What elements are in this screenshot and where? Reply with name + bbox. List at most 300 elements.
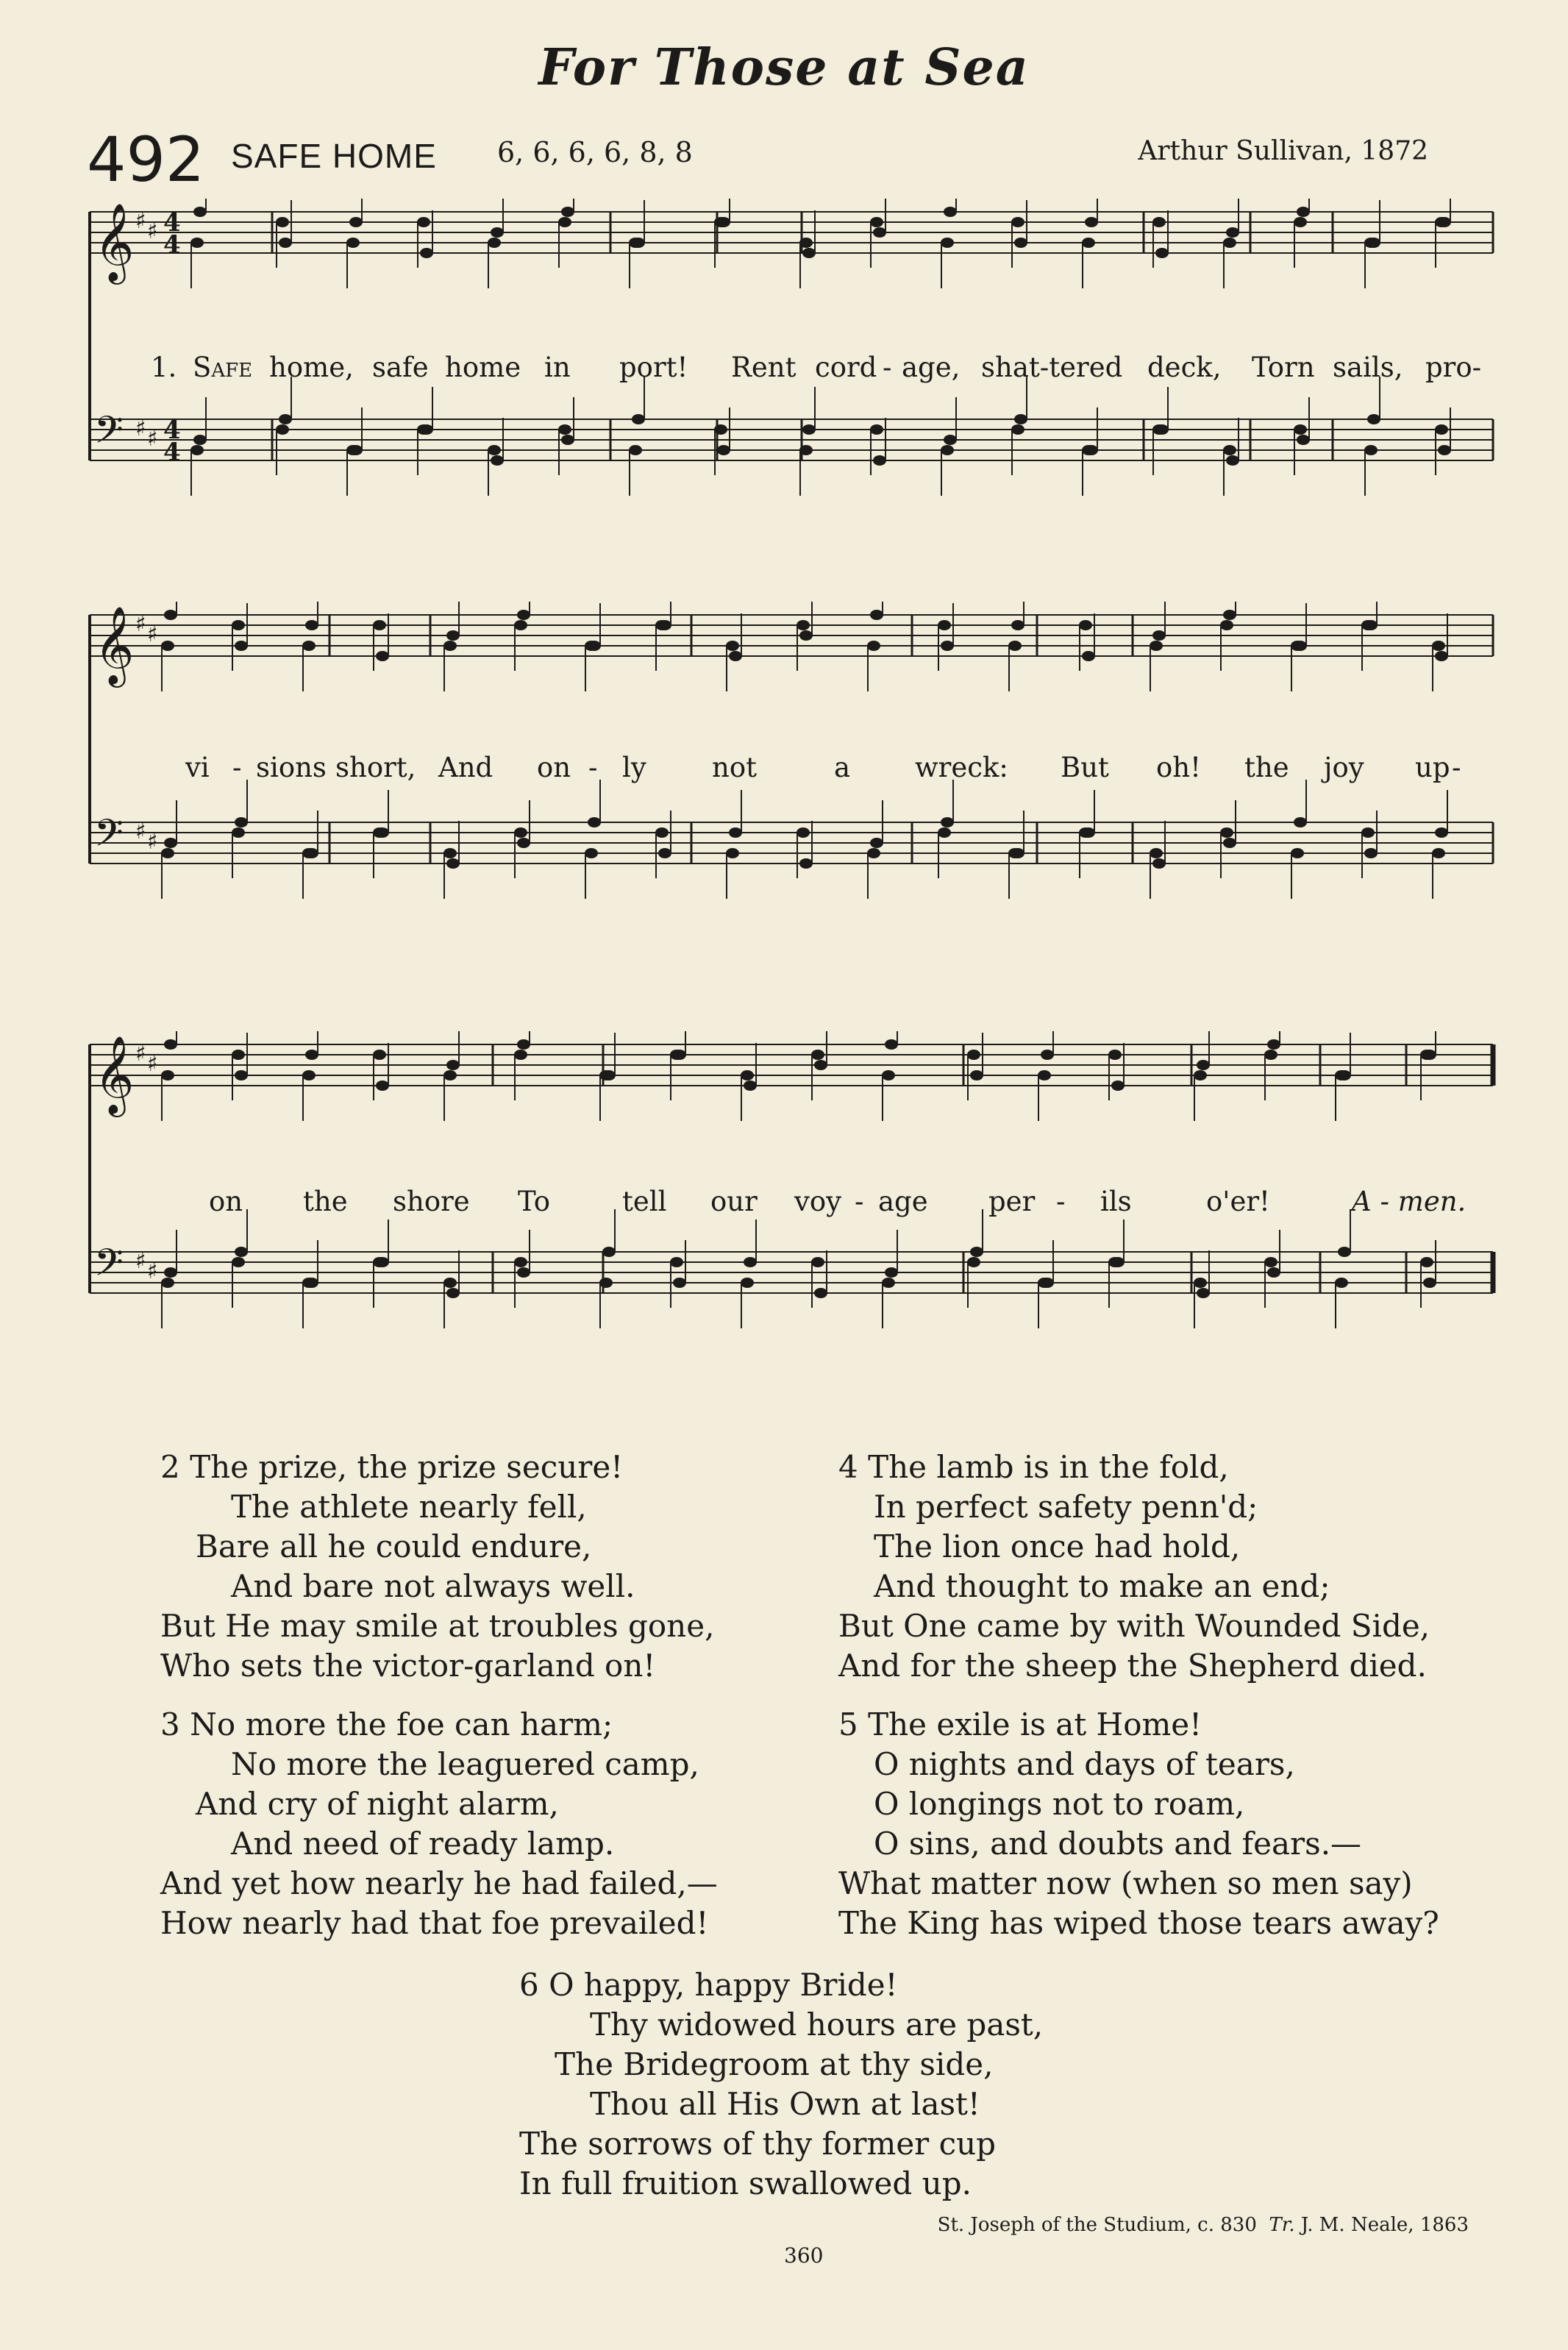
verse-line: The athlete nearly fell, xyxy=(231,1489,587,1525)
notehead xyxy=(443,641,457,651)
bass-clef-icon: 𝄢 xyxy=(94,811,124,864)
notehead xyxy=(585,848,598,858)
key-sharp-icon: ♯ xyxy=(147,426,158,452)
notehead xyxy=(1194,1278,1207,1288)
lyric-syllable: safe xyxy=(372,352,429,383)
verse-line: No more the leaguered camp, xyxy=(231,1746,699,1782)
lyric-syllable: tell xyxy=(622,1186,667,1217)
notehead xyxy=(161,1278,174,1288)
lyric-syllable: shore xyxy=(393,1186,470,1217)
notehead xyxy=(561,435,574,445)
notehead xyxy=(232,620,245,630)
verse-line: 6 O happy, happy Bride! xyxy=(519,1967,898,2003)
notehead xyxy=(517,1267,530,1278)
attribution xyxy=(938,2214,1469,2236)
lyric-syllable: cord xyxy=(815,352,877,383)
verse-line: How nearly had that foe prevailed! xyxy=(160,1905,709,1941)
notehead xyxy=(873,455,886,466)
lyric-syllable: port! xyxy=(619,352,688,383)
notehead xyxy=(1011,424,1024,435)
notehead xyxy=(673,1278,686,1288)
notehead xyxy=(1079,620,1092,630)
notehead xyxy=(164,1039,177,1050)
lyric-syllable: Safe xyxy=(193,352,253,383)
notehead xyxy=(1220,620,1233,630)
notehead xyxy=(1152,630,1166,641)
notehead xyxy=(870,838,883,848)
author: St. Joseph of the Studium, c. 830 xyxy=(937,2214,1257,2236)
notehead xyxy=(1291,848,1304,858)
notehead xyxy=(373,1050,386,1060)
composer: Arthur Sullivan, 1872 xyxy=(1138,136,1428,166)
notehead xyxy=(1082,445,1095,455)
notehead xyxy=(1294,817,1307,827)
notehead xyxy=(1082,651,1095,661)
notehead xyxy=(190,238,204,248)
lyric-hyphen: - xyxy=(1056,1186,1066,1217)
lyric-syllable: home, xyxy=(269,352,354,383)
lyric-syllable: Rent xyxy=(731,352,797,383)
notehead xyxy=(867,641,880,651)
lyric-syllable: ly xyxy=(622,752,646,783)
lyric-syllable: ils xyxy=(1100,1186,1132,1217)
notehead xyxy=(1008,641,1022,651)
verse-line: O sins, and doubts and fears.— xyxy=(874,1826,1362,1862)
notehead xyxy=(305,1050,318,1060)
notehead xyxy=(938,620,951,630)
verse-3 xyxy=(160,1705,718,1943)
notehead xyxy=(1152,858,1166,869)
notehead xyxy=(729,651,742,661)
lyric-syllable: a xyxy=(834,752,851,783)
notehead xyxy=(488,445,501,455)
lyric-hyphen: - xyxy=(1452,752,1461,783)
notehead xyxy=(714,217,727,227)
notehead xyxy=(726,848,739,858)
notehead xyxy=(1420,1257,1433,1267)
notehead xyxy=(1364,848,1378,858)
treble-clef-icon: 𝄞 xyxy=(94,1035,135,1114)
lyric-hyphen: - xyxy=(232,752,242,783)
key-sharp-icon: ♯ xyxy=(135,611,146,637)
translator: J. M. Neale, 1863 xyxy=(1300,2214,1469,2236)
notehead xyxy=(446,1288,460,1298)
lyric-syllable: deck, xyxy=(1147,352,1222,383)
time-signature-top: 4 xyxy=(163,208,181,238)
notehead xyxy=(941,445,954,455)
notehead xyxy=(655,827,669,838)
notehead xyxy=(417,424,430,435)
lyric-syllable: shat-tered xyxy=(981,352,1123,383)
notehead xyxy=(235,641,248,651)
time-signature-bottom: 4 xyxy=(163,438,181,467)
page-number: 360 xyxy=(784,2243,824,2268)
notehead xyxy=(970,1247,983,1257)
verse-line: Bare all he could endure, xyxy=(196,1528,592,1564)
notehead xyxy=(1267,1267,1280,1278)
notehead xyxy=(1085,217,1098,227)
notehead xyxy=(164,838,177,848)
notehead xyxy=(1264,1050,1277,1060)
lyric-syllable: home xyxy=(445,352,521,383)
verse-line: The Bridegroom at thy side, xyxy=(555,2046,994,2082)
notehead xyxy=(443,1070,457,1080)
notehead xyxy=(588,817,601,827)
notehead xyxy=(1294,217,1307,227)
notehead xyxy=(1297,207,1310,217)
lyric-syllable: on xyxy=(209,1186,243,1217)
notehead xyxy=(670,1257,683,1267)
verse-line: And cry of night alarm, xyxy=(196,1786,559,1822)
notehead xyxy=(602,1247,616,1257)
verse-line: In perfect safety penn'd; xyxy=(874,1489,1258,1525)
lyric-hyphen: - xyxy=(855,1186,864,1217)
verse-line: 3 No more the foe can harm; xyxy=(160,1706,613,1742)
lyric-syllable: not xyxy=(712,752,757,783)
notehead xyxy=(802,424,816,435)
notehead xyxy=(1361,827,1375,838)
notehead xyxy=(1150,848,1163,858)
notehead xyxy=(1435,424,1448,435)
lyric-syllable: on xyxy=(537,752,571,783)
notehead xyxy=(885,1267,898,1278)
notehead xyxy=(446,858,460,869)
notehead xyxy=(514,1257,527,1267)
notehead xyxy=(744,1080,757,1091)
meter: 6, 6, 6, 6, 8, 8 xyxy=(497,136,693,168)
notehead xyxy=(1420,1050,1433,1060)
notehead xyxy=(302,848,316,858)
notehead xyxy=(276,424,289,435)
notehead xyxy=(967,1257,980,1267)
notehead xyxy=(882,1278,895,1288)
lyric-syllable: pro- xyxy=(1425,352,1482,383)
notehead xyxy=(1014,414,1027,424)
notehead xyxy=(1435,827,1448,838)
verse-line: In full fruition swallowed up. xyxy=(519,2165,972,2201)
time-signature-top: 4 xyxy=(163,416,181,445)
notehead xyxy=(941,238,954,248)
notehead xyxy=(1155,248,1169,258)
notehead xyxy=(235,817,248,827)
lyric-syllable: o'er! xyxy=(1206,1186,1270,1217)
notehead xyxy=(558,217,571,227)
lyric-syllable: To xyxy=(518,1186,551,1217)
key-sharp-icon: ♯ xyxy=(135,819,146,844)
verse-line: O nights and days of tears, xyxy=(874,1746,1295,1782)
treble-clef-icon: 𝄞 xyxy=(94,202,135,281)
notehead xyxy=(714,424,727,435)
lyric-syllable: And xyxy=(438,752,493,783)
key-sharp-icon: ♯ xyxy=(147,218,158,244)
notehead xyxy=(161,1070,174,1080)
verse-line: And for the sheep the Shepherd died. xyxy=(838,1648,1427,1684)
notehead xyxy=(373,620,386,630)
notehead xyxy=(193,207,207,217)
notehead xyxy=(941,641,954,651)
notehead xyxy=(1423,1278,1436,1288)
notehead xyxy=(867,848,880,858)
notehead xyxy=(1264,1257,1277,1267)
notehead xyxy=(417,217,430,227)
notehead xyxy=(799,630,813,641)
notehead xyxy=(741,1278,754,1288)
notehead xyxy=(1432,641,1445,651)
verse-line: The lion once had hold, xyxy=(874,1528,1241,1564)
notehead xyxy=(514,1050,527,1060)
notehead xyxy=(1291,641,1304,651)
notehead xyxy=(655,620,669,630)
verse-5 xyxy=(838,1705,1439,1943)
notehead xyxy=(726,641,739,651)
notehead xyxy=(491,455,504,466)
notehead xyxy=(1435,651,1448,661)
notehead xyxy=(811,1257,824,1267)
notehead xyxy=(870,610,883,620)
notehead xyxy=(1082,238,1095,248)
notehead xyxy=(814,1288,827,1298)
notehead xyxy=(561,207,574,217)
notehead xyxy=(446,1060,460,1070)
notehead xyxy=(1011,620,1024,630)
verse-line: O longings not to roam, xyxy=(874,1786,1245,1822)
notehead xyxy=(491,227,504,238)
notehead xyxy=(1432,848,1445,858)
notehead xyxy=(1223,610,1236,620)
notehead xyxy=(1108,1257,1122,1267)
notehead xyxy=(1223,238,1236,248)
notehead xyxy=(1335,1278,1348,1288)
key-sharp-icon: ♯ xyxy=(135,1248,146,1274)
notehead xyxy=(193,435,207,445)
verse-line: And yet how nearly he had failed,— xyxy=(160,1865,718,1901)
notehead xyxy=(1014,238,1027,248)
notehead xyxy=(1297,435,1310,445)
notehead xyxy=(870,217,883,227)
notehead xyxy=(658,848,671,858)
notehead xyxy=(629,238,642,248)
treble-clef-icon: 𝄞 xyxy=(94,605,135,684)
notehead xyxy=(164,1267,177,1278)
notehead xyxy=(1197,1288,1210,1298)
notehead xyxy=(802,248,816,258)
notehead xyxy=(799,238,813,248)
notehead xyxy=(302,641,316,651)
lyric-syllable: age, xyxy=(902,352,961,383)
notehead xyxy=(190,445,204,455)
notehead xyxy=(1152,217,1166,227)
verse-4 xyxy=(838,1448,1430,1686)
notehead xyxy=(1197,1060,1210,1070)
notehead xyxy=(585,641,598,651)
notehead xyxy=(1338,1247,1351,1257)
notehead xyxy=(717,445,730,455)
notehead xyxy=(670,1050,683,1060)
notehead xyxy=(235,1247,248,1257)
lyric-syllable: in xyxy=(544,352,571,383)
notehead xyxy=(514,827,527,838)
notehead xyxy=(629,445,642,455)
notehead xyxy=(517,1039,530,1050)
translation-label: Tr. xyxy=(1269,2214,1295,2236)
verse-line: But He may smile at troubles gone, xyxy=(160,1608,715,1644)
lyric-syllable: age xyxy=(878,1186,928,1217)
lyric-syllable: the xyxy=(1244,752,1289,783)
notehead xyxy=(373,1257,386,1267)
lyric-hyphen: - xyxy=(883,352,892,383)
notehead xyxy=(1220,827,1233,838)
notehead xyxy=(232,1050,245,1060)
notehead xyxy=(443,848,457,858)
verse-line: And need of ready lamp. xyxy=(231,1826,615,1862)
notehead xyxy=(797,620,810,630)
notehead xyxy=(232,827,245,838)
notehead xyxy=(1364,445,1378,455)
notehead xyxy=(811,1050,824,1060)
verse-line: 2 The prize, the prize secure! xyxy=(160,1449,624,1485)
notehead xyxy=(558,424,571,435)
key-sharp-icon: ♯ xyxy=(135,1041,146,1067)
notehead xyxy=(302,1278,316,1288)
time-signature-bottom: 4 xyxy=(163,230,181,260)
lyric-syllable: up xyxy=(1415,752,1450,783)
notehead xyxy=(944,435,957,445)
section-title: For Those at Sea xyxy=(538,38,1030,97)
notehead xyxy=(517,838,530,848)
notehead xyxy=(373,827,386,838)
notehead xyxy=(305,620,318,630)
notehead xyxy=(1038,1070,1051,1080)
notehead xyxy=(1111,1080,1125,1091)
notehead xyxy=(161,641,174,651)
notehead xyxy=(885,1039,898,1050)
lyric-syllable: Torn xyxy=(1252,352,1315,383)
verse-line: Thy widowed hours are past, xyxy=(590,2007,1044,2043)
verse-line: 5 The exile is at Home! xyxy=(838,1706,1202,1742)
notehead xyxy=(346,238,360,248)
notehead xyxy=(799,858,813,869)
notehead xyxy=(1038,1278,1051,1288)
notehead xyxy=(1226,455,1239,466)
notehead xyxy=(741,1070,754,1080)
notehead xyxy=(279,238,292,248)
verse-line: And thought to make an end; xyxy=(874,1568,1330,1604)
verse-line: The sorrows of thy former cup xyxy=(519,2126,997,2162)
notehead xyxy=(514,620,527,630)
key-sharp-icon: ♯ xyxy=(135,416,146,441)
bass-clef-icon: 𝄢 xyxy=(94,1240,124,1294)
lyric-syllable: vi xyxy=(185,752,210,783)
notehead xyxy=(1223,838,1236,848)
amen: A - men. xyxy=(1352,1186,1467,1217)
lyric-syllable: oh! xyxy=(1156,752,1201,783)
notehead xyxy=(870,424,883,435)
notehead xyxy=(232,1257,245,1267)
notehead xyxy=(1041,1050,1054,1060)
key-sharp-icon: ♯ xyxy=(147,829,158,855)
verse-line: And bare not always well. xyxy=(231,1568,635,1604)
notehead xyxy=(446,630,460,641)
notehead xyxy=(1008,848,1022,858)
verse-line: The King has wiped those tears away? xyxy=(838,1905,1439,1941)
lyric-syllable: wreck: xyxy=(915,752,1008,783)
notehead xyxy=(729,827,742,838)
lyric-hyphen: - xyxy=(588,752,598,783)
notehead xyxy=(944,207,957,217)
verse-line: Who sets the victor-garland on! xyxy=(160,1648,656,1684)
notehead xyxy=(1108,1050,1122,1060)
lyric-syllable: joy xyxy=(1324,752,1364,783)
notehead xyxy=(970,1070,983,1080)
notehead xyxy=(235,1070,248,1080)
lyric-syllable: short, xyxy=(335,752,416,783)
verse-2 xyxy=(160,1448,714,1686)
lyric-syllable: per xyxy=(988,1186,1036,1217)
notehead xyxy=(1011,217,1024,227)
lyric-syllable: sions xyxy=(256,752,327,783)
notehead xyxy=(164,610,177,620)
verse-line: What matter now (when so men say) xyxy=(838,1865,1413,1901)
lyric-syllable: sails, xyxy=(1333,352,1403,383)
key-sharp-icon: ♯ xyxy=(135,208,146,234)
lyric-syllable: our xyxy=(710,1186,758,1217)
notehead xyxy=(1150,641,1163,651)
notehead xyxy=(799,445,813,455)
verse-number: 1. xyxy=(151,352,177,383)
bass-clef-icon: 𝄢 xyxy=(94,407,124,461)
notehead xyxy=(938,827,951,838)
notehead xyxy=(632,414,645,424)
lyric-syllable: the xyxy=(303,1186,348,1217)
notehead xyxy=(161,848,174,858)
key-sharp-icon: ♯ xyxy=(147,1051,158,1077)
verse-line: Thou all His Own at last! xyxy=(590,2086,980,2122)
notehead xyxy=(1223,445,1236,455)
key-sharp-icon: ♯ xyxy=(147,1258,158,1284)
notehead xyxy=(1367,414,1380,424)
verse-line: But One came by with Wounded Side, xyxy=(838,1608,1430,1644)
notehead xyxy=(1079,827,1092,838)
notehead xyxy=(1194,1070,1207,1080)
notehead xyxy=(376,1080,389,1091)
notehead xyxy=(1226,227,1239,238)
notehead xyxy=(1267,1039,1280,1050)
notehead xyxy=(1152,424,1166,435)
notehead xyxy=(1361,620,1375,630)
notehead xyxy=(967,1050,980,1060)
key-sharp-icon: ♯ xyxy=(147,622,158,647)
notehead xyxy=(376,651,389,661)
notehead xyxy=(420,248,433,258)
notehead xyxy=(279,414,292,424)
notehead xyxy=(1364,238,1378,248)
notehead xyxy=(941,817,954,827)
notehead xyxy=(1294,424,1307,435)
notehead xyxy=(873,227,886,238)
notehead xyxy=(276,217,289,227)
notehead xyxy=(443,1278,457,1288)
tune-name: SAFE HOME xyxy=(231,137,437,175)
lyric-syllable: But xyxy=(1061,752,1109,783)
notehead xyxy=(517,610,530,620)
notehead xyxy=(797,827,810,838)
notehead xyxy=(599,1070,613,1080)
notehead xyxy=(1335,1070,1348,1080)
notehead xyxy=(882,1070,895,1080)
notehead xyxy=(488,238,501,248)
verse-6 xyxy=(519,1965,1043,2204)
lyric-syllable: voy xyxy=(794,1186,842,1217)
